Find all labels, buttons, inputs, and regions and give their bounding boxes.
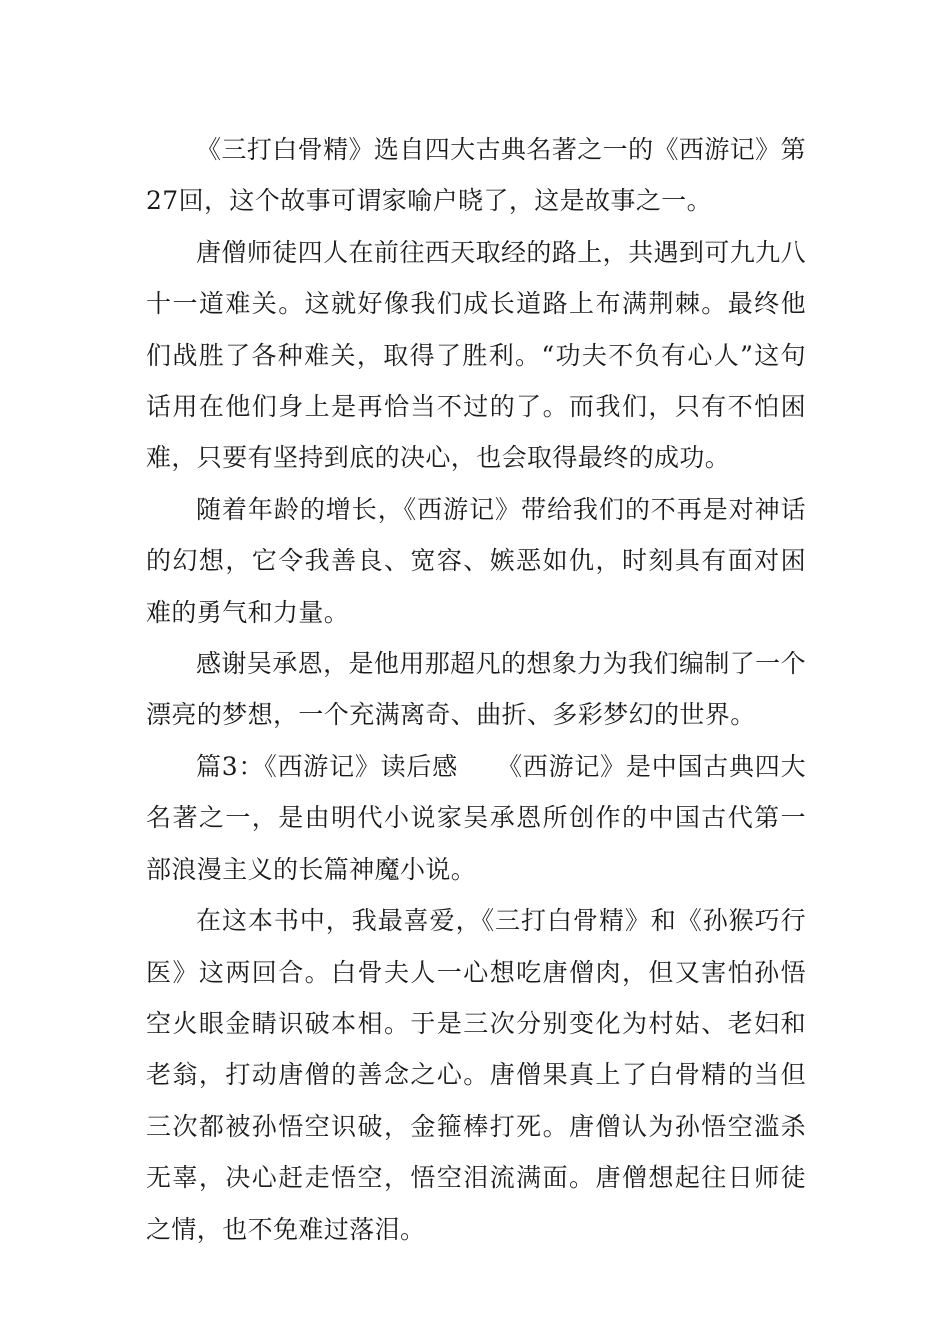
paragraph-5: 篇3：《西游记》读后感 《西游记》是中国古典四大名著之一，是由明代小说家吴承恩所创作的中国古代第一部浪漫主义的长篇神魔小说。 (146, 751, 806, 884)
document-body (146, 124, 806, 1255)
paragraph-4: 感谢吴承恩，是他用那超凡的想象力为我们编制了一个漂亮的梦想，一个充满离奇、曲折、多彩梦幻的世界。 (146, 649, 806, 730)
paragraph-2: 唐僧师徒四人在前往西天取经的路上，共遇到可九九八十一道难关。这就好像我们成长道路上布满荆棘。最终他们战胜了各种难关，取得了胜利。“功夫不负有心人”这句话用在他们身上是再恰当不过的了。而我们，只有不怕困难，只要有坚持到底的决心，也会取得最终的成功。 (146, 237, 806, 473)
paragraph-3: 随着年龄的增长，《西游记》带给我们的不再是对神话的幻想，它令我善良、宽容、嫉恶如仇，时刻具有面对困难的勇气和力量。 (146, 494, 806, 627)
paragraph-6: 在这本书中，我最喜爱，《三打白骨精》和《孙猴巧行医》这两回合。白骨夫人一心想吃唐僧肉，但又害怕孙悟空火眼金睛识破本相。于是三次分别变化为村姑、老妇和老翁，打动唐僧的善念之心。唐僧果真上了白骨精的当但三次都被孙悟空识破，金箍棒打死。唐僧认为孙悟空滥杀无辜，决心赶走悟空，悟空泪流满面。唐僧想起往日师徒之情，也不免难过落泪。 (146, 906, 806, 1244)
paragraph-1: 《三打白骨精》选自四大古典名著之一的《西游记》第27回，这个故事可谓家喻户晓了，这是故事之一。 (146, 135, 806, 216)
